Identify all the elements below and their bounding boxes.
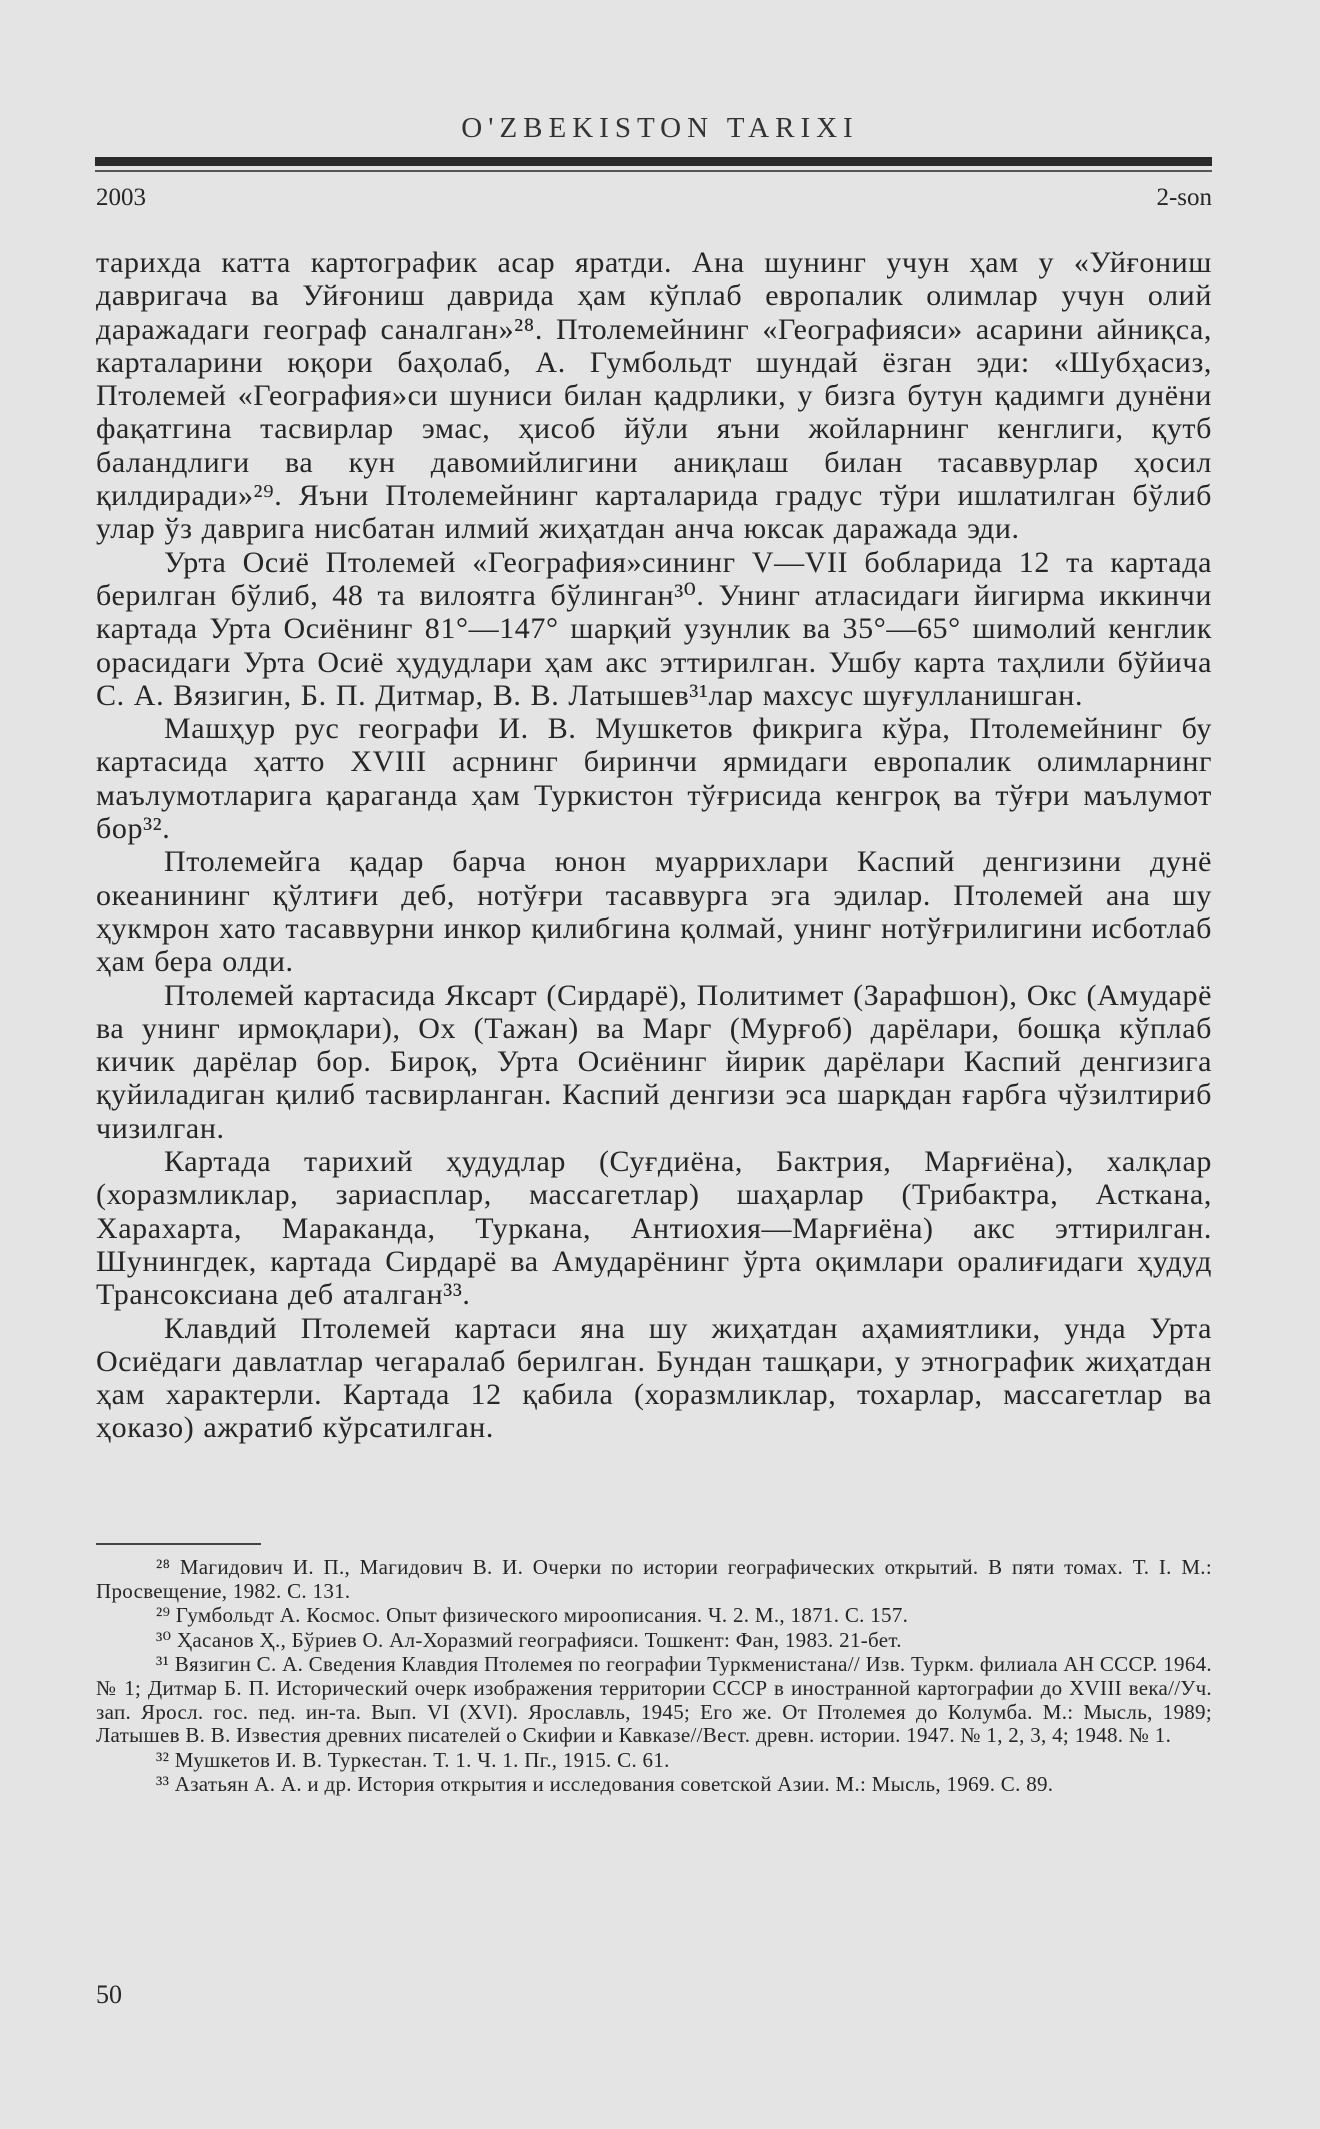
header-rule-thin [95, 170, 1212, 172]
paragraph: Птолемейга қадар барча юнон муаррихлари Каспий денгизини дунё океанининг қўлтиғи деб, нотўғри тасаввурга эга эдилар. Птолемей ана шу ҳукмрон хато тасаввурни инкор қилибгина қолмай, унинг нотўғрилигини исботлаб ҳам бера олди. [96, 845, 1212, 979]
footnote: ³² Мушкетов И. В. Туркестан. Т. 1. Ч. 1. Пг., 1915. С. 61. [156, 1747, 670, 1772]
footnotes [96, 1556, 1212, 1798]
issue-number: 2-son [1156, 184, 1212, 211]
paragraph: Машҳур рус географи И. В. Мушкетов фикрига кўра, Птолемейнинг бу картасида ҳатто XVIII асрнинг биринчи ярмидаги европалик олимларнинг маълумотларига қараганда ҳам Туркистон тўғрисида кенгроқ ва тўғри маълумот бор³². [96, 712, 1212, 846]
footnote: ²⁹ Гумбольдт А. Космос. Опыт физического мироописания. Ч. 2. М., 1871. С. 157. [156, 1603, 909, 1628]
issue-year: 2003 [96, 184, 146, 211]
footnote: ²⁸ Магидович И. П., Магидович В. И. Очерки по истории географических открытий. В пяти томах. Т. I. М.: Просвещение, 1982. С. 131. [96, 1555, 1212, 1603]
journal-title: O'ZBEKISTON TARIXI [461, 112, 859, 144]
paragraph: Картада тарихий ҳудудлар (Суғдиёна, Бактрия, Марғиёна), халқлар (хоразмликлар, зариасплар, массагетлар) шаҳарлар (Трибактра, Асткана, Харахарта, Мараканда, Туркана, Антиохия—Марғиёна) акс эттирилган. Шунингдек, картада Сирдарё ва Амударёнинг ўрта оқимлари оралиғидаги ҳудуд Трансоксиана деб аталган³³. [96, 1145, 1212, 1312]
header-rule-thick [95, 157, 1212, 166]
article-body [96, 246, 1212, 1445]
footnote: ³⁰ Ҳасанов Ҳ., Бўриев О. Ал-Хоразмий географияси. Тошкент: Фан, 1983. 21-бет. [156, 1627, 902, 1652]
paragraph: Урта Осиё Птолемей «География»сининг V—VII бобларида 12 та картада берилган бўлиб, 48 та вилоятга бўлинган³⁰. Унинг атласидаги йигирма иккинчи картада Урта Осиёнинг 81°—147° шарқий узунлик ва 35°—65° шимолий кенглик орасидаги Урта Осиё ҳудудлари ҳам акс эттирилган. Ушбу карта таҳлили бўйича С. А. Вязигин, Б. П. Дитмар, В. В. Латышев³¹лар махсус шуғулланишган. [96, 545, 1212, 712]
page-number: 50 [96, 1980, 122, 2009]
paragraph: Клавдий Птолемей картаси яна шу жиҳатдан аҳамиятлики, унда Урта Осиёдаги давлатлар чегаралаб берилган. Бундан ташқари, у этнографик жиҳатдан ҳам характерли. Картада 12 қабила (хоразмликлар, тохарлар, массагетлар ва ҳоказо) ажратиб кўрсатилган. [96, 1311, 1212, 1445]
footnote-separator [96, 1543, 261, 1545]
paragraph: тарихда катта картографик асар яратди. Ана шунинг учун ҳам у «Уйғониш давригача ва Уйғониш даврида ҳам кўплаб европалик олимлар учун олий даражадаги географ саналган»²⁸. Птолемейнинг «Географияси» асарини айниқса, карталарини юқори баҳолаб, А. Гумбольдт шундай ёзган эди: «Шубҳасиз, Птолемей «География»си шуниси билан қадрлики, у бизга бутун қадимги дунёни фақатгина тасвирлар эмас, ҳисоб йўли яъни жойларнинг кенглиги, қутб баландлиги ва кун давомийлигини аниқлаш билан тасаввурлар ҳосил қилдиради»²⁹. Яъни Птолемейнинг карталарида градус тўри ишлатилган бўлиб улар ўз даврига нисбатан илмий жиҳатдан анча юксак даражада эди. [96, 246, 1212, 546]
footnote: ³³ Азатьян А. А. и др. История открытия и исследования советской Азии. М.: Мысль, 1969. С. 89. [156, 1772, 1054, 1797]
paragraph: Птолемей картасида Яксарт (Сирдарё), Политимет (Зарафшон), Окс (Амударё ва унинг ирмоқлари), Ох (Тажан) ва Марг (Мурғоб) дарёлари, бошқа кўплаб кичик дарёлар бор. Бироқ, Урта Осиёнинг йирик дарёлари Каспий денгизига қуйиладиган қилиб тасвирланган. Каспий денгизи эса шарқдан ғарбга чўзилтириб чизилган. [96, 978, 1212, 1145]
footnote: ³¹ Вязигин С. А. Сведения Клавдия Птолемея по географии Туркменистана// Изв. Туркм. филиала АН СССР. 1964. № 1; Дитмар Б. П. Исторический очерк изображения территории СССР в иностранной картографии до XVIII века//Уч. зап. Яросл. гос. пед. ин-та. Вып. VI (XVI). Ярославль, 1945; Его же. От Птолемея до Колумба. М.: Мысль, 1989; Латышев В. В. Известия древних писателей о Скифии и Кавказе//Вест. древн. истории. 1947. № 1, 2, 3, 4; 1948. № 1. [96, 1652, 1212, 1748]
